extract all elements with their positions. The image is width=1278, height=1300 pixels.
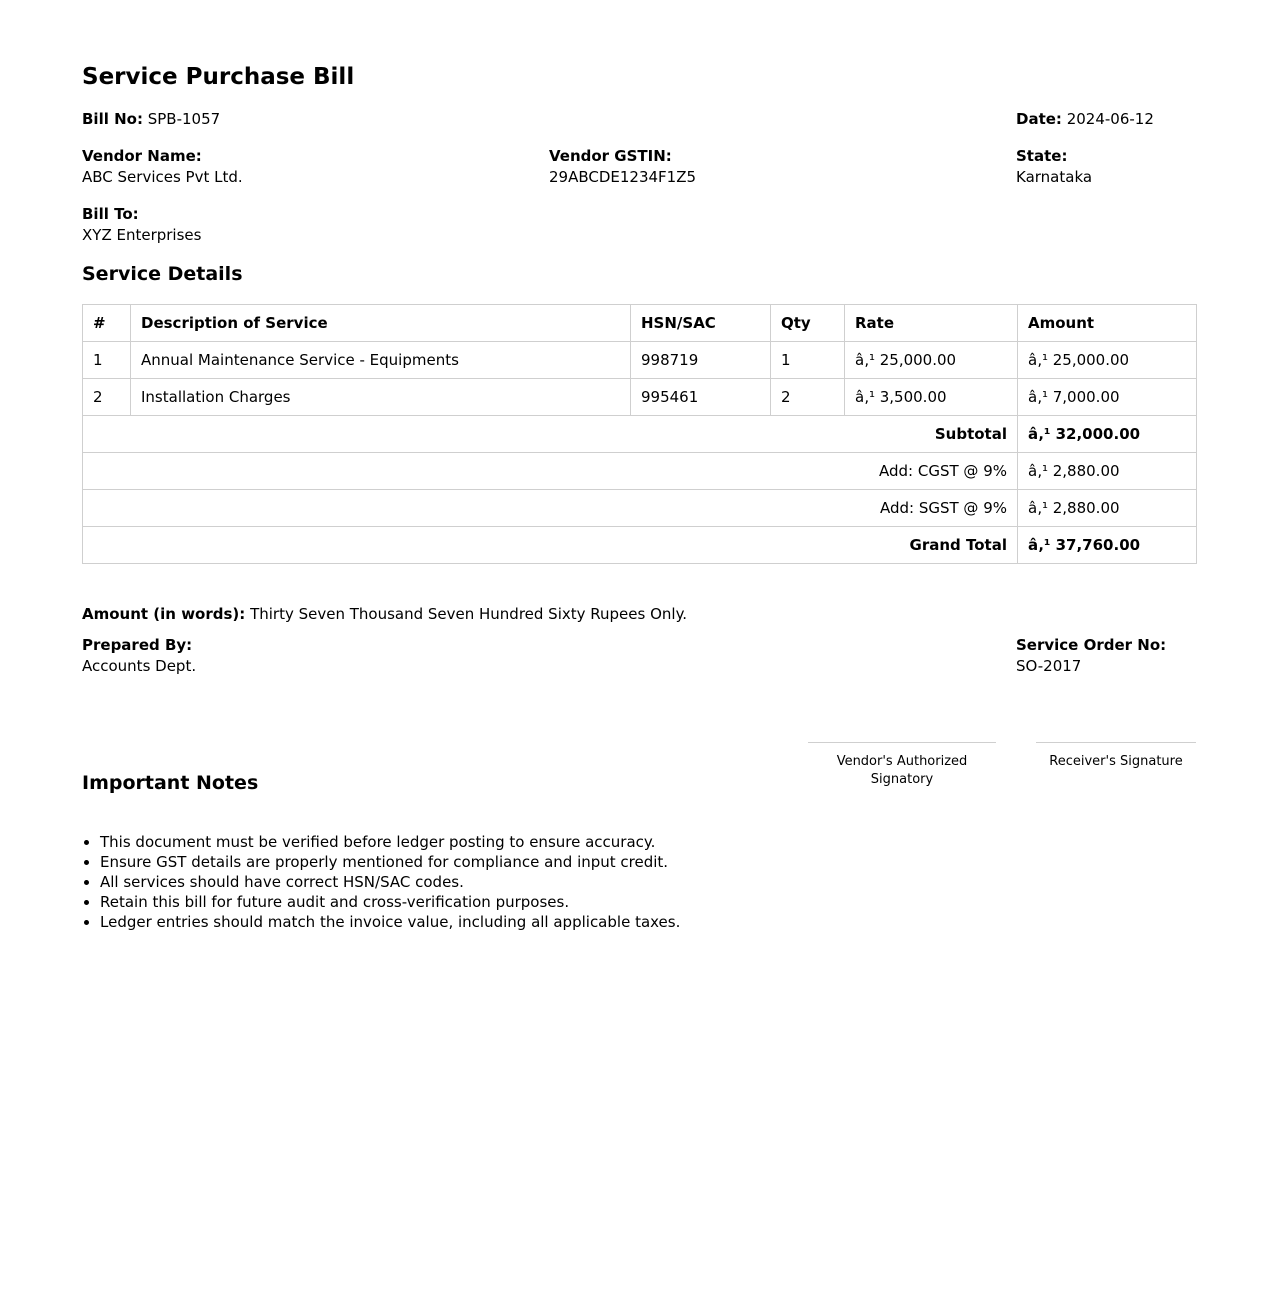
service-details-table [82, 304, 1197, 564]
prepared-by-value: Accounts Dept. [82, 657, 197, 675]
column-header-amount: Amount [1018, 305, 1197, 342]
page-title: Service Purchase Bill [82, 64, 355, 90]
cgst-row [83, 453, 1197, 490]
prepared-by-label: Prepared By: [82, 636, 193, 654]
grand-total-row [83, 527, 1197, 564]
bill-number-value: SPB-1057 [147, 110, 221, 128]
service-order [1016, 635, 1166, 677]
service-order-label: Service Order No: [1016, 636, 1167, 654]
vendor-name-label: Vendor Name: [82, 147, 202, 165]
table-row [83, 379, 1197, 416]
subtotal-label: Subtotal [83, 416, 1018, 453]
row-hsn-sac: 995461 [631, 379, 771, 416]
row-qty: 2 [771, 379, 845, 416]
vendor-gstin [549, 146, 696, 188]
column-header-hsn-sac: HSN/SAC [631, 305, 771, 342]
vendor-gstin-value: 29ABCDE1234F1Z5 [549, 168, 697, 186]
column-header-number: # [83, 305, 131, 342]
amount-in-words-label: Amount (in words): [82, 605, 246, 623]
row-qty: 1 [771, 342, 845, 379]
column-header-description: Description of Service [131, 305, 631, 342]
vendor-signatory-line: Vendor's Authorized Signatory [808, 742, 996, 789]
bill-to-label: Bill To: [82, 205, 139, 223]
cgst-value: â‚¹ 2,880.00 [1018, 453, 1197, 490]
row-rate: â‚¹ 25,000.00 [845, 342, 1018, 379]
bill-number-label: Bill No: [82, 110, 143, 128]
important-notes-heading: Important Notes [82, 772, 259, 794]
grand-total-value: â‚¹ 37,760.00 [1018, 527, 1197, 564]
bill-date [1016, 109, 1154, 130]
row-number: 2 [83, 379, 131, 416]
vendor-gstin-label: Vendor GSTIN: [549, 147, 672, 165]
sgst-label: Add: SGST @ 9% [83, 490, 1018, 527]
table-header-row [83, 305, 1197, 342]
list-item: • All services should have correct HSN/SAC codes. [100, 872, 680, 892]
list-item: • This document must be verified before ledger posting to ensure accuracy. [100, 832, 680, 852]
service-details-heading: Service Details [82, 263, 243, 285]
prepared-by [82, 635, 196, 677]
row-hsn-sac: 998719 [631, 342, 771, 379]
subtotal-row [83, 416, 1197, 453]
amount-in-words-value: Thirty Seven Thousand Seven Hundred Sixty Rupees Only. [250, 605, 688, 623]
list-item: • Ledger entries should match the invoice value, including all applicable taxes. [100, 912, 680, 932]
row-number: 1 [83, 342, 131, 379]
bill-date-label: Date: [1016, 110, 1062, 128]
bill-date-value: 2024-06-12 [1066, 110, 1154, 128]
service-order-value: SO-2017 [1016, 657, 1082, 675]
important-notes-list [82, 832, 680, 932]
receiver-signature-line: Receiver's Signature [1036, 742, 1196, 771]
table-row [83, 342, 1197, 379]
list-item: • Ensure GST details are properly mentioned for compliance and input credit. [100, 852, 680, 872]
vendor-name-value: ABC Services Pvt Ltd. [82, 168, 243, 186]
vendor-name [82, 146, 243, 188]
state-value: Karnataka [1016, 168, 1093, 186]
column-header-qty: Qty [771, 305, 845, 342]
sgst-value: â‚¹ 2,880.00 [1018, 490, 1197, 527]
column-header-rate: Rate [845, 305, 1018, 342]
bill-to [82, 204, 201, 246]
bill-to-value: XYZ Enterprises [82, 226, 202, 244]
sgst-row [83, 490, 1197, 527]
state-label: State: [1016, 147, 1068, 165]
grand-total-label: Grand Total [83, 527, 1018, 564]
row-amount: â‚¹ 7,000.00 [1018, 379, 1197, 416]
row-description: Installation Charges [131, 379, 631, 416]
vendor-state [1016, 146, 1092, 188]
row-rate: â‚¹ 3,500.00 [845, 379, 1018, 416]
subtotal-value: â‚¹ 32,000.00 [1018, 416, 1197, 453]
row-amount: â‚¹ 25,000.00 [1018, 342, 1197, 379]
cgst-label: Add: CGST @ 9% [83, 453, 1018, 490]
list-item: • Retain this bill for future audit and cross-verification purposes. [100, 892, 680, 912]
row-description: Annual Maintenance Service - Equipments [131, 342, 631, 379]
bill-number [82, 109, 220, 130]
amount-in-words [82, 604, 687, 625]
